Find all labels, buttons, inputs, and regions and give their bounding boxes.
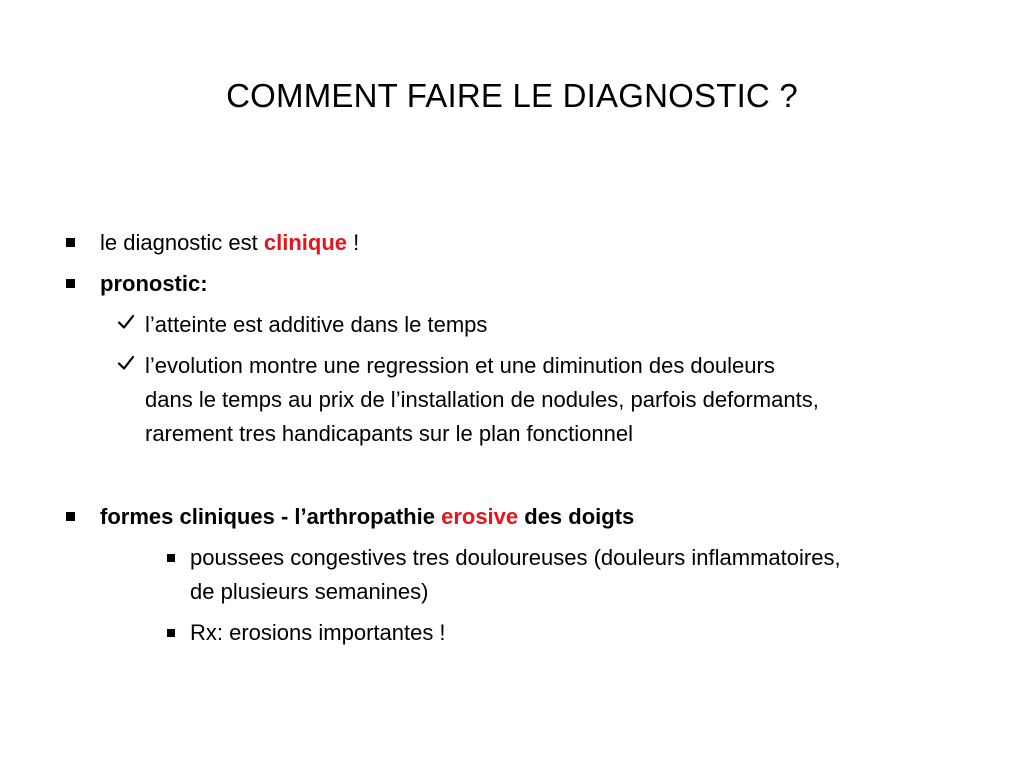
sub-bullet-text-line: de plusieurs semanines) xyxy=(190,579,429,604)
sub-bullet-text-line: l’evolution montre une regression et une diminution des douleurs xyxy=(145,353,775,378)
sub-bullet-text: Rx: erosions importantes ! xyxy=(190,620,446,645)
bullet-text xyxy=(100,500,634,534)
sub-bullet-text-line: poussees congestives tres douloureuses (douleurs inflammatoires, xyxy=(190,545,841,570)
square-bullet-icon xyxy=(66,512,75,521)
highlight-word: clinique xyxy=(263,230,347,255)
square-bullet-icon xyxy=(66,238,75,247)
bullet-text-after: des doigts xyxy=(518,504,635,529)
sub-bullet-text-line: dans le temps au prix de l’installation de nodules, parfois deformants, xyxy=(145,387,819,412)
bullet-text-before: le diagnostic est xyxy=(100,230,264,255)
sub-bullet-text-line: rarement tres handicapants sur le plan fonctionnel xyxy=(145,421,633,446)
bullet-text-after: ! xyxy=(347,230,360,255)
square-bullet-icon xyxy=(66,279,75,288)
checkmark-bullet-icon xyxy=(117,354,135,372)
bullet-text xyxy=(100,226,359,260)
slide-title: COMMENT FAIRE LE DIAGNOSTIC ? xyxy=(226,77,798,114)
checkmark-bullet-icon xyxy=(117,313,135,331)
bullet-text-before: formes cliniques - l’arthropathie xyxy=(100,504,442,529)
bullet-text: pronostic: xyxy=(100,271,208,296)
square-bullet-icon xyxy=(167,554,175,562)
sub-bullet-text: l’atteinte est additive dans le temps xyxy=(145,312,488,337)
square-bullet-icon xyxy=(167,629,175,637)
highlight-word: erosive xyxy=(441,504,519,529)
